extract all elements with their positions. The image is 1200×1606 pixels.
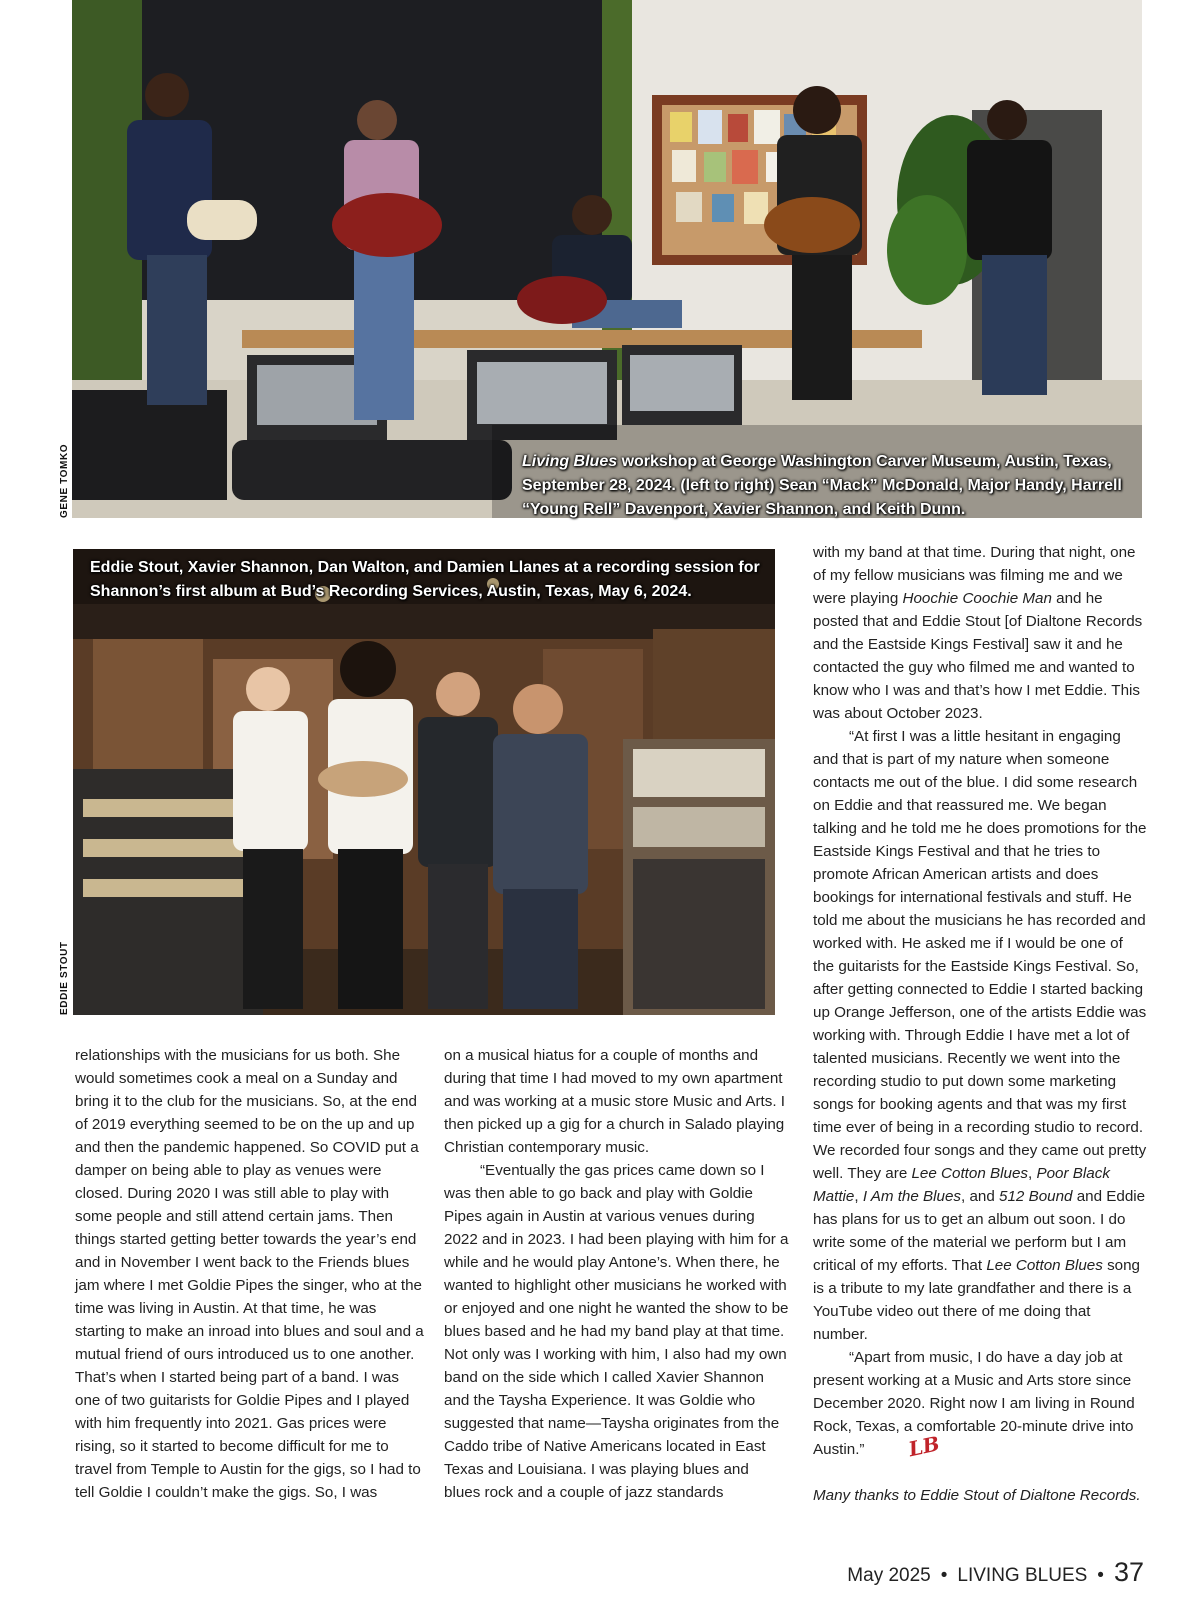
article-column-3	[813, 541, 1148, 1507]
photo-credit-top: GENE TOMKO	[59, 443, 70, 518]
article-paragraph: on a musical hiatus for a couple of months and during that time I had moved to my own apartment and was working at a music store Music and Arts. I then picked up a gig for a church in Salado playing Christian contemporary music.	[444, 1047, 786, 1156]
article-paragraph: “Eventually the gas prices came down so I was then able to go back and play with Goldie Pipes again in Austin at various venues during 2022 and in 2023. I had been playing with him for a while and he would play Antone’s. When there, he wanted to highlight other musicians he worked with or enjoyed and one night he wanted the show to be blues based and he had my band play at that time. Not only was I working with him, I also had my own band on the side which I called Xavier Shannon and the Taysha Experience. It was Goldie who suggested that name—Taysha originates from the Caddo tribe of Native Americans located in East Texas and Louisiana. I was playing blues and blues rock and a couple of jazz standards	[444, 1162, 789, 1501]
caption-text: workshop at George Washington Carver Museum, Austin, Texas, September 28, 2024. (left to right) Sean “Mack” McDonald, Major Handy, Harrell “Young Rell” Davenport, Xavier Shannon, and Keith Dunn.	[522, 453, 1122, 518]
article-paragraph: relationships with the musicians for us both. She would sometimes cook a meal on a Sunday and bring it to the club for the musicians. So, at the end of 2019 everything seemed to be on the up and up and then the pandemic happened. So COVID put a damper on being able to play as venues were closed. During 2020 I was still able to play with some people and still attend certain jams. Then things started getting better towards the year’s end and in November I went back to the Friends blues jam where I met Goldie Pipes the singer, who at the time was living in Austin. At that time, he was starting to make an inroad into blues and soul and a mutual friend of ours introduced us to one another. That’s when I started being part of a band. I was one of two guitarists for Goldie Pipes and I played with him frequently into 2021. Gas prices were rising, so it started to become difficult for me to travel from Temple to Austin for the gigs, so I had to tell Goldie I couldn’t make the gigs. So, I was	[75, 1047, 424, 1501]
article-column-1	[75, 1044, 425, 1504]
photo-caption-top	[522, 450, 1132, 522]
issue-date: May 2025	[847, 1565, 931, 1586]
song-title: Poor Black Mattie	[813, 1165, 1110, 1205]
page-footer	[847, 1557, 1144, 1588]
acknowledgement: Many thanks to Eddie Stout of Dialtone Records.	[813, 1487, 1141, 1504]
caption-publication-name: Living Blues	[522, 453, 618, 470]
text-run: and he posted that and Eddie Stout [of Dialtone Records and the Eastside Kings Festival] saw it and he contacted the guy who filmed me and wanted to know who I was and that’s how I met Eddie. This was about October 2023.	[813, 590, 1143, 722]
text-run: ,	[1028, 1165, 1037, 1182]
bullet-separator: •	[1097, 1565, 1104, 1586]
text-run: “Apart from music, I do have a day job at present working at a Music and Arts store since December 2020. Right now I am living in Round Rock, Texas, a comfortable 20-minute drive into Austin.”	[813, 1349, 1135, 1458]
song-title: Lee Cotton Blues	[911, 1165, 1029, 1182]
song-title: Hoochie Coochie Man	[902, 590, 1052, 607]
text-run: , and	[961, 1188, 1000, 1205]
page-number: 37	[1113, 1557, 1144, 1587]
text-run: “At first I was a little hesitant in engaging and that is part of my nature when someone contacts me out of the blue. I did some research on Eddie and that reassured me. We began talking and he told me he does promotions for the Eastside Kings Festival and that he tries to promote African American artists and does bookings for international festivals and stuff. He told me about the musicians he has recorded and worked with. He asked me if I would be one of the guitarists for the Eastside Kings Festival. So, after getting connected to Eddie I started backing up Orange Jefferson, one of the artists Eddie was working with. Through Eddie I have met a lot of talented musicians. Recently we went into the recording studio to put down some marketing songs for booking agents and that was my first time ever of being in a recording studio to record. We recorded four songs and they came out pretty well. They are	[813, 728, 1147, 1182]
article-paragraph	[813, 1346, 1148, 1461]
photo-recording-session	[73, 549, 775, 1015]
text-run: song is a tribute to my late grandfather and there is a YouTube video out there of me doing that number.	[813, 1257, 1140, 1343]
text-run: with my band at that time. During that night, one of my fellow musicians was filming me and we were playing	[813, 544, 1136, 607]
song-title: Lee Cotton Blues	[986, 1257, 1103, 1274]
end-mark-logo: LB	[905, 1431, 942, 1462]
song-title: I Am the Blues	[862, 1188, 962, 1205]
bullet-separator: •	[940, 1565, 948, 1586]
article-paragraph	[813, 541, 1148, 725]
photo-caption-middle: Eddie Stout, Xavier Shannon, Dan Walton, and Damien Llanes at a recording session for Shannon’s first album at Bud’s Recording Services, Austin, Texas, May 6, 2024.	[90, 559, 760, 600]
photo-credit-middle: EDDIE STOUT	[59, 941, 70, 1015]
magazine-name: LIVING BLUES	[957, 1565, 1088, 1586]
article-paragraph	[813, 725, 1148, 1346]
article-column-2	[444, 1044, 789, 1504]
photo-workshop	[72, 0, 1142, 518]
text-run: ,	[854, 1188, 863, 1205]
text-run: and Eddie has plans for us to get an album out soon. I do write some of the material we perform but I am critical of my efforts. That	[813, 1188, 1146, 1274]
song-title: 512 Bound	[999, 1188, 1073, 1205]
